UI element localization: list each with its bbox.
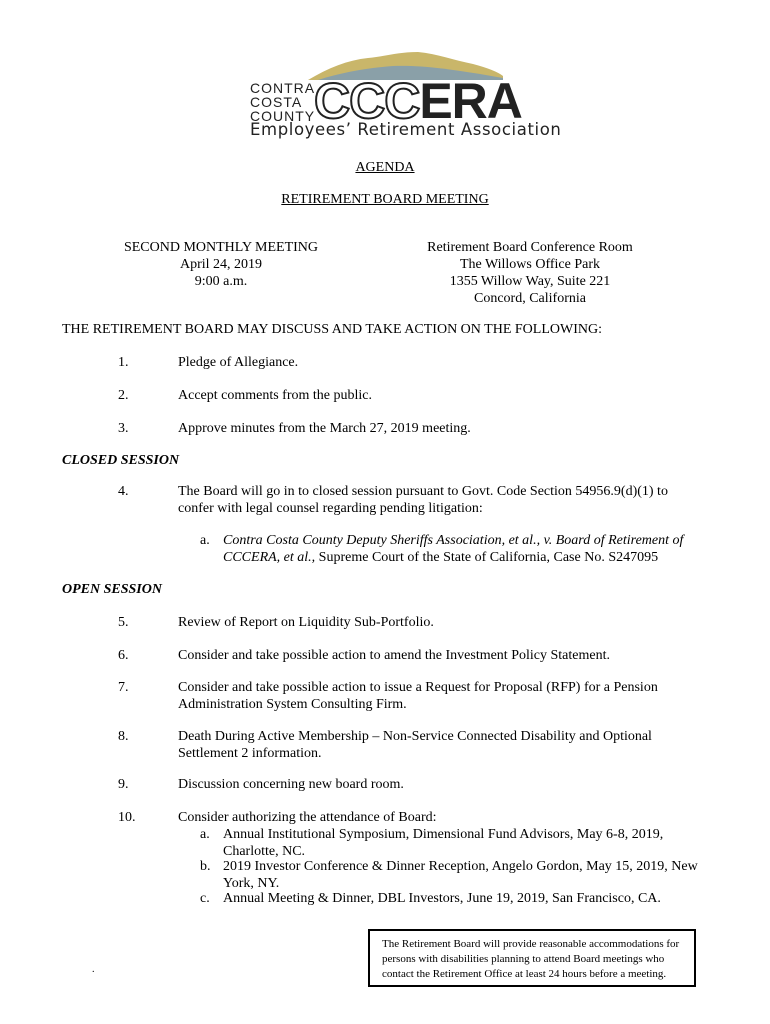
sub-item-letter: a. bbox=[200, 827, 210, 842]
sub-item-text: 2019 Investor Conference & Dinner Reception, Angelo Gordon, May 15, 2019, New York, NY. bbox=[223, 859, 698, 891]
county-line-3: COUNTY bbox=[250, 108, 316, 124]
county-line-1: CONTRA bbox=[250, 80, 316, 96]
item-number: 5. bbox=[118, 615, 129, 630]
item-number: 2. bbox=[118, 388, 129, 403]
agenda-item-text: Review of Report on Liquidity Sub-Portfolio. bbox=[178, 615, 434, 630]
case-court: Supreme Court of the State of California, Case No. S247095 bbox=[315, 550, 659, 565]
item-number: 6. bbox=[118, 648, 129, 663]
item-number: 8. bbox=[118, 729, 129, 744]
meeting-date: April 24, 2019 bbox=[179, 257, 263, 272]
intro-statement: THE RETIREMENT BOARD MAY DISCUSS AND TAKE ACTION ON THE FOLLOWING: bbox=[62, 322, 602, 337]
agenda-item-text: The Board will go in to closed session pursuant to Govt. Code Section 54956.9(d)(1) to confer with legal counsel regarding pending litigation: bbox=[178, 484, 668, 516]
agenda-item-text: Approve minutes from the March 27, 2019 meeting. bbox=[178, 421, 471, 436]
location-room: Retirement Board Conference Room bbox=[427, 240, 633, 255]
cccera-logo bbox=[248, 46, 562, 142]
agenda-item-text: Discussion concerning new board room. bbox=[178, 777, 404, 792]
agenda-item-text: Consider and take possible action to issue a Request for Proposal (RFP) for a Pension Administration System Consulting Firm. bbox=[178, 680, 658, 712]
meeting-info-right bbox=[400, 239, 660, 307]
sub-item-letter: b. bbox=[200, 859, 211, 874]
meeting-time: 9:00 a.m. bbox=[194, 274, 248, 289]
case-citation bbox=[223, 532, 698, 566]
item-number: 4. bbox=[118, 484, 129, 499]
sub-item-letter: c. bbox=[200, 891, 210, 906]
association-name: Employees’ Retirement Association bbox=[250, 120, 562, 139]
meeting-type: SECOND MONTHLY MEETING bbox=[123, 240, 319, 255]
brand-outline: CCC bbox=[314, 73, 420, 129]
location-city: Concord, California bbox=[474, 291, 586, 306]
case-name: Contra Costa County Deputy Sheriffs Association, et al., v. Board of Retirement of CCCERA, et al., bbox=[223, 533, 684, 565]
agenda-item-text: Accept comments from the public. bbox=[178, 388, 372, 403]
item-number: 3. bbox=[118, 421, 129, 436]
location-park: The Willows Office Park bbox=[459, 257, 601, 272]
item-number: 9. bbox=[118, 777, 129, 792]
sub-item-text: Annual Institutional Symposium, Dimensional Fund Advisors, May 6-8, 2019, Charlotte, NC. bbox=[223, 827, 664, 859]
sub-item-text: Annual Meeting & Dinner, DBL Investors, June 19, 2019, San Francisco, CA. bbox=[223, 891, 661, 906]
agenda-item-text: Consider and take possible action to amend the Investment Policy Statement. bbox=[178, 648, 610, 663]
footer-mark: . bbox=[92, 964, 95, 975]
item-number: 7. bbox=[118, 680, 129, 695]
section-heading-closed: CLOSED SESSION bbox=[62, 453, 180, 468]
location-street: 1355 Willow Way, Suite 221 bbox=[449, 274, 611, 289]
brand-wordmark bbox=[314, 73, 522, 129]
meeting-info-left bbox=[92, 239, 350, 290]
page-title: AGENDA bbox=[355, 160, 415, 175]
sub-item-letter: a. bbox=[200, 533, 210, 548]
agenda-item-text: Pledge of Allegiance. bbox=[178, 355, 299, 370]
county-line-2: COSTA bbox=[250, 94, 303, 110]
agenda-item-text: Death During Active Membership – Non-Service Connected Disability and Optional Settlement 2 information. bbox=[178, 729, 652, 761]
item-number: 10. bbox=[118, 810, 136, 825]
agenda-item-text: Consider authorizing the attendance of Board: bbox=[178, 810, 437, 825]
accessibility-notice: The Retirement Board will provide reasonable accommodations for persons with disabilities planning to attend Board meetings who contact the Retirement Office at least 24 hours before a meeting. bbox=[368, 929, 696, 987]
item-number: 1. bbox=[118, 355, 129, 370]
brand-solid: ERA bbox=[419, 73, 522, 129]
section-heading-open: OPEN SESSION bbox=[62, 582, 162, 597]
page-subtitle: RETIREMENT BOARD MEETING bbox=[281, 192, 489, 207]
